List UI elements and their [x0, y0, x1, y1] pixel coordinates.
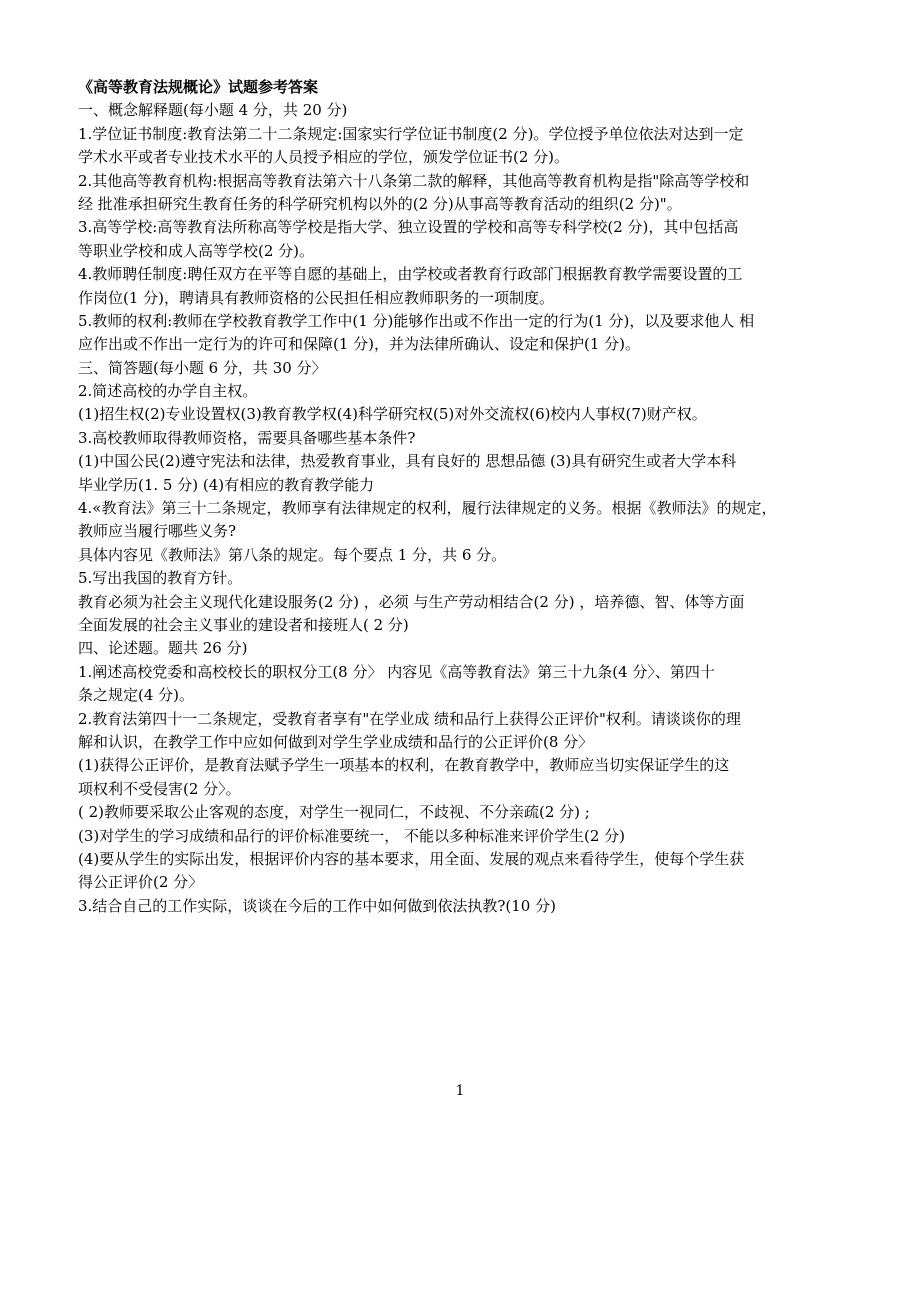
text-line: 3.结合自己的工作实际，谈谈在今后的工作中如何做到依法执教?(10 分) [78, 896, 556, 915]
text-line: 2.简述高校的办学自主权。 [78, 382, 258, 401]
text-line: 学术水平或者专业技术水平的人员授予相应的学位，颁发学位证书(2 分)。 [78, 148, 570, 167]
text-line: (1)招生权(2)专业设置权(3)教育教学权(4)科学研究权(5)对外交流权(6)校内人事权(7)财产权。 [78, 405, 707, 424]
text-line: 教师应当履行哪些义务? [78, 522, 237, 541]
text-line: 4.教师聘任制度:聘任双方在平等自愿的基础上，由学校或者教育行政部门根据教育教学需要设置的工 [78, 265, 743, 284]
text-line: 一、概念解释题(每小题 4 分，共 20 分) [78, 101, 348, 120]
text-line: 解和认识，在教学工作中应如何做到对学生学业成绩和品行的公正评价(8 分〉 [78, 732, 594, 751]
text-line: 条之规定(4 分)。 [78, 686, 195, 705]
text-line: 等职业学校和成人高等学校(2 分)。 [78, 241, 315, 260]
text-line: (1)获得公正评价，是教育法赋予学生一项基本的权利，在教育教学中，教师应当切实保证学生的这 [78, 756, 730, 775]
text-line: 经 批准承担研究生教育任务的科学研究机构以外的(2 分)从事高等教育活动的组织(2 分)"。 [78, 194, 682, 213]
text-line: 全面发展的社会主义事业的建设者和接班人( 2 分) [78, 615, 409, 634]
text-line: (3)对学生的学习成绩和品行的评价标准要统一， 不能以多种标准来评价学生(2 分) [78, 826, 626, 845]
text-line: 三、简答题(每小题 6 分，共 30 分〉 [78, 358, 327, 377]
text-line: 2.其他高等教育机构:根据高等教育法第六十八条第二款的解释，其他高等教育机构是指"除高等学校和 [78, 171, 750, 190]
text-line: 项权利不受侵害(2 分〉。 [78, 779, 241, 798]
text-line: (4)要从学生的实际出发，根据评价内容的基本要求，用全面、发展的观点来看待学生，使每个学生获 [78, 849, 745, 868]
text-line: 具体内容见《教师法》第八条的规定。每个要点 1 分，共 6 分。 [78, 545, 507, 564]
text-line: 得公正评价(2 分〉 [78, 873, 204, 892]
text-line: 1.阐述高校党委和高校校长的职权分工(8 分〉 内容见《高等教育法》第三十九条(4 分〉、第四十 [78, 662, 715, 681]
text-line: 毕业学历(1. 5 分) (4)有相应的教育教学能力 [78, 475, 375, 494]
text-line: 2.教育法第四十一二条规定，受教育者享有"在学业成 绩和品行上获得公正评价"权利。请谈谈你的理 [78, 709, 741, 728]
page-number: 1 [455, 1083, 465, 1099]
text-line: 4.«教育法》第三十二条规定，教师享有法律规定的权利，履行法律规定的义务。根据《教师法》的规定， [78, 499, 777, 518]
document-body [78, 76, 818, 918]
text-line: 四、论述题。题共 26 分) [78, 639, 248, 658]
text-line: 5.写出我国的教育方针。 [78, 569, 243, 588]
text-line: 3.高等学校:高等教育法所称高等学校是指大学、独立设置的学校和高等专科学校(2 分)，其中包括高 [78, 218, 739, 237]
text-line: 教育必须为社会主义现代化建设服务(2 分) ，必须 与生产劳动相结合(2 分) ，培养德、智、体等方面 [78, 592, 745, 611]
text-line: 应作出或不作出一定行为的许可和保障(1 分)，并为法律所确认、设定和保护(1 分)。 [78, 335, 641, 354]
text-line: 3.高校教师取得教师资格，需要具备哪些基本条件? [78, 428, 416, 447]
document-title: 《高等教育法规概论》试题参考答案 [78, 78, 319, 96]
text-line: (1)中国公民(2)遵守宪法和法律，热爱教育事业，具有良好的 思想品德 (3)具有研究生或者大学本科 [78, 452, 737, 471]
document-lines [78, 99, 818, 918]
text-line: 5.教师的权利:教师在学校教育教学工作中(1 分)能够作出或不作出一定的行为(1 分)，以及要求他人 相 [78, 311, 755, 330]
text-line: ( 2)教师要采取公止客观的态度，对学生一视同仁，不歧视、不分亲疏(2 分) ; [78, 803, 590, 822]
text-line: 作岗位(1 分)，聘请具有教师资格的公民担任相应教师职务的一项制度。 [78, 288, 555, 307]
text-line: 1.学位证书制度:教育法第二十二条规定:国家实行学位证书制度(2 分)。学位授予单位依法对达到一定 [78, 124, 744, 143]
